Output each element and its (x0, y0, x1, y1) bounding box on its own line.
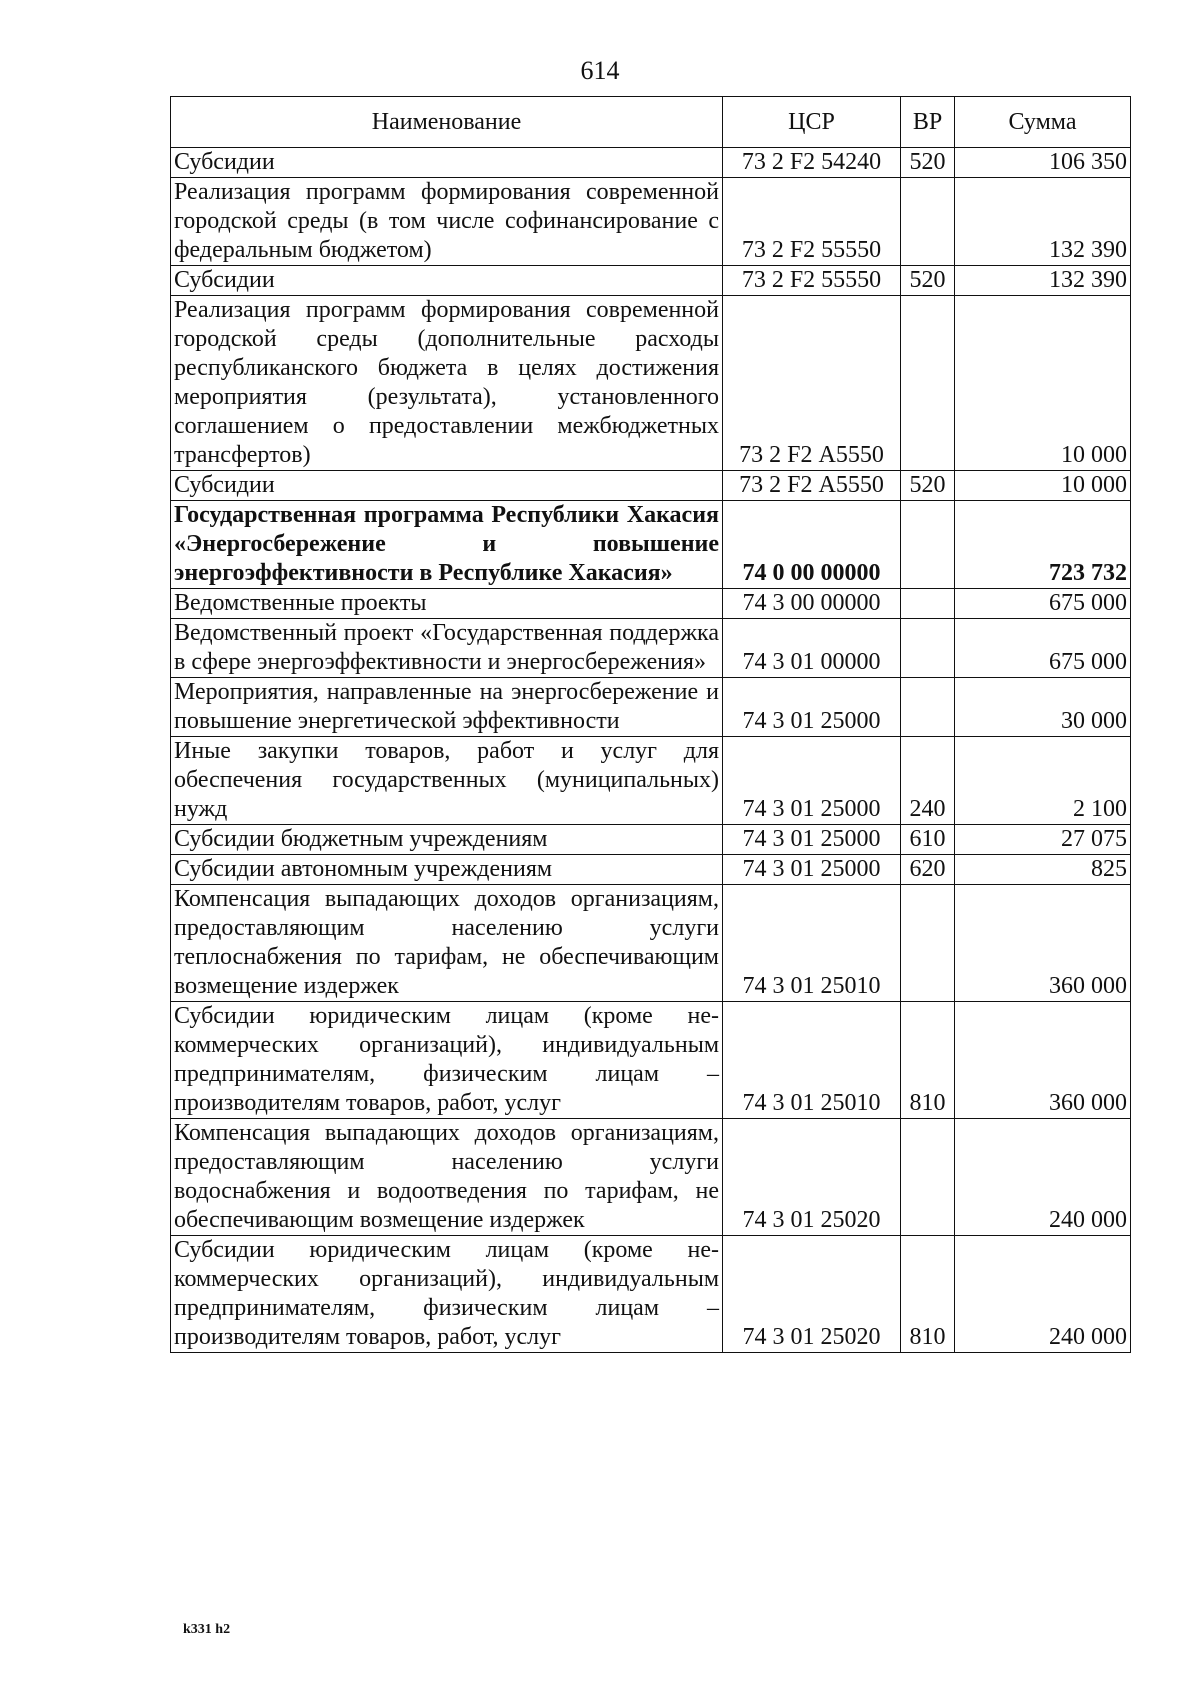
cell-vr: 810 (901, 1002, 955, 1119)
cell-name: Субсидии (171, 266, 723, 296)
cell-name: Субсидии (171, 148, 723, 178)
cell-vr (901, 501, 955, 589)
table-row (171, 148, 1131, 178)
cell-csr: 73 2 F2 А5550 (723, 471, 901, 501)
cell-sum: 723 732 (955, 501, 1131, 589)
cell-csr: 74 3 01 00000 (723, 619, 901, 678)
table-row (171, 589, 1131, 619)
cell-csr: 74 3 01 25020 (723, 1119, 901, 1236)
cell-sum: 675 000 (955, 589, 1131, 619)
table-row (171, 178, 1131, 266)
cell-csr: 73 2 F2 55550 (723, 178, 901, 266)
cell-name: Субсидии юридическим лицам (кроме некоммерческих организаций), индивидуальным предпринимателям, физическим лицам – производителям товаров, работ, услуг (171, 1002, 723, 1119)
header-row (171, 97, 1131, 148)
budget-table (170, 96, 1131, 1353)
cell-vr (901, 885, 955, 1002)
table-row (171, 266, 1131, 296)
cell-sum: 360 000 (955, 885, 1131, 1002)
table-row (171, 501, 1131, 589)
table-header (171, 97, 1131, 148)
cell-sum: 2 100 (955, 737, 1131, 825)
cell-name: Субсидии автономным учреждениям (171, 855, 723, 885)
cell-vr: 520 (901, 471, 955, 501)
cell-sum: 106 350 (955, 148, 1131, 178)
cell-name: Компенсация выпадающих доходов организациям, предоставляющим населению услуги водоснабжения и водоотведения по тарифам, не обеспечивающим возмещение издержек (171, 1119, 723, 1236)
cell-csr: 74 3 01 25000 (723, 737, 901, 825)
cell-vr (901, 178, 955, 266)
table-row (171, 1119, 1131, 1236)
table-row (171, 296, 1131, 471)
cell-vr: 810 (901, 1236, 955, 1353)
cell-vr: 520 (901, 148, 955, 178)
cell-name: Ведомственные проекты (171, 589, 723, 619)
cell-vr: 620 (901, 855, 955, 885)
cell-sum: 10 000 (955, 471, 1131, 501)
cell-csr: 74 3 01 25000 (723, 825, 901, 855)
cell-vr: 610 (901, 825, 955, 855)
cell-vr (901, 619, 955, 678)
cell-name: Субсидии бюджетным учреждениям (171, 825, 723, 855)
cell-csr: 73 2 F2 54240 (723, 148, 901, 178)
table-row (171, 885, 1131, 1002)
footer-code: k331 h2 (183, 1622, 231, 1637)
table-row (171, 855, 1131, 885)
cell-sum: 30 000 (955, 678, 1131, 737)
table-row (171, 1002, 1131, 1119)
table-row (171, 1236, 1131, 1353)
header-vr: ВР (901, 97, 955, 148)
cell-name: Реализация программ формирования современной городской среды (дополнительные расходы республиканского бюджета в целях достижения мероприятия (результата), установленного соглашением о предоставлении межбюджетных трансфертов) (171, 296, 723, 471)
cell-vr (901, 678, 955, 737)
cell-name: Мероприятия, направленные на энергосбережение и повышение энергетической эффективности (171, 678, 723, 737)
cell-vr (901, 296, 955, 471)
cell-csr: 74 3 00 00000 (723, 589, 901, 619)
cell-sum: 240 000 (955, 1119, 1131, 1236)
cell-name: Реализация программ формирования современной городской среды (в том числе софинансирование с федеральным бюджетом) (171, 178, 723, 266)
table-body (171, 148, 1131, 1353)
cell-name: Субсидии (171, 471, 723, 501)
header-sum: Сумма (955, 97, 1131, 148)
cell-csr: 73 2 F2 А5550 (723, 296, 901, 471)
cell-sum: 240 000 (955, 1236, 1131, 1353)
cell-sum: 675 000 (955, 619, 1131, 678)
cell-name: Государственная программа Республики Хакасия «Энергосбережение и повышение энергоэффективности в Республике Хакасия» (171, 501, 723, 589)
cell-vr: 520 (901, 266, 955, 296)
table-row (171, 471, 1131, 501)
table-row (171, 737, 1131, 825)
header-csr: ЦСР (723, 97, 901, 148)
page-number: 614 (580, 56, 620, 85)
cell-vr (901, 589, 955, 619)
cell-name: Субсидии юридическим лицам (кроме некоммерческих организаций), индивидуальным предпринимателям, физическим лицам – производителям товаров, работ, услуг (171, 1236, 723, 1353)
cell-sum: 27 075 (955, 825, 1131, 855)
cell-csr: 74 3 01 25000 (723, 678, 901, 737)
cell-name: Иные закупки товаров, работ и услуг для обеспечения государственных (муниципальных) нужд (171, 737, 723, 825)
cell-csr: 74 3 01 25010 (723, 1002, 901, 1119)
cell-name: Ведомственный проект «Государственная поддержка в сфере энергоэффективности и энергосбережения» (171, 619, 723, 678)
cell-name: Компенсация выпадающих доходов организациям, предоставляющим населению услуги теплоснабжения по тарифам, не обеспечивающим возмещение издержек (171, 885, 723, 1002)
cell-sum: 132 390 (955, 266, 1131, 296)
cell-sum: 132 390 (955, 178, 1131, 266)
header-name: Наименование (171, 97, 723, 148)
table-row (171, 619, 1131, 678)
cell-vr (901, 1119, 955, 1236)
cell-csr: 74 3 01 25000 (723, 855, 901, 885)
cell-csr: 74 0 00 00000 (723, 501, 901, 589)
cell-csr: 74 3 01 25010 (723, 885, 901, 1002)
cell-vr: 240 (901, 737, 955, 825)
cell-csr: 73 2 F2 55550 (723, 266, 901, 296)
table-row (171, 678, 1131, 737)
cell-sum: 825 (955, 855, 1131, 885)
cell-csr: 74 3 01 25020 (723, 1236, 901, 1353)
cell-sum: 10 000 (955, 296, 1131, 471)
cell-sum: 360 000 (955, 1002, 1131, 1119)
table-row (171, 825, 1131, 855)
